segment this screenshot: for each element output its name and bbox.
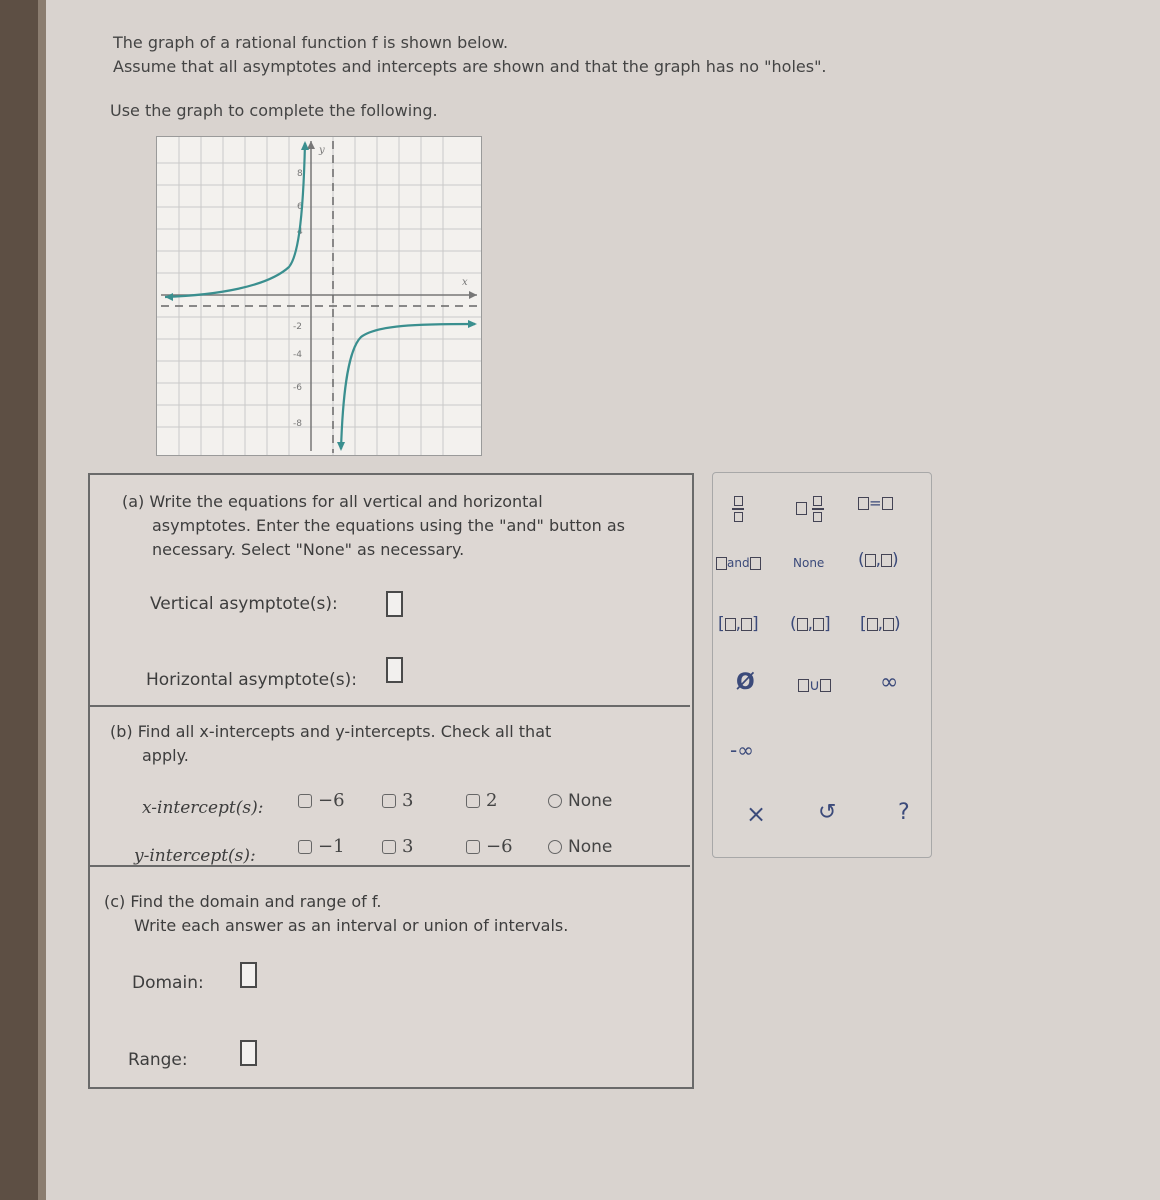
x-intercepts-label: x-intercept(s): — [142, 798, 264, 818]
right-branch-curve — [341, 324, 475, 449]
domain-label: Domain: — [132, 973, 204, 993]
checkbox-icon — [382, 794, 396, 808]
divider-a-b — [88, 705, 690, 707]
part-c-instructions — [104, 890, 674, 938]
part-b-line-1: (b) Find all x-intercepts and y-intercepts. Check all that — [110, 722, 552, 741]
x-axis-label: x — [462, 277, 468, 288]
device-bezel — [0, 0, 38, 1200]
right-open-interval-button[interactable]: [ , ) — [860, 614, 901, 634]
y-tick-8: 8 — [297, 169, 303, 179]
part-a-instructions — [122, 490, 682, 562]
range-label: Range: — [128, 1050, 188, 1070]
y-tick-6: 6 — [297, 202, 303, 212]
none-label: None — [793, 556, 825, 570]
y-tick-4: 4 — [297, 227, 303, 237]
part-a-line-1: (a) Write the equations for all vertical and horizontal — [122, 492, 543, 511]
option-label: −6 — [486, 836, 513, 857]
rational-function-graph — [156, 136, 482, 456]
part-a-line-3: necessary. Select "None" as necessary. — [152, 540, 465, 559]
domain-input[interactable] — [240, 962, 257, 988]
x-intercept-option-3[interactable] — [382, 790, 413, 811]
open-interval-button[interactable]: ( , ) — [858, 550, 899, 570]
y-intercept-option-none[interactable] — [548, 836, 612, 857]
closed-interval-button[interactable]: [ , ] — [718, 614, 759, 634]
y-intercept-option-neg1[interactable] — [298, 836, 345, 857]
y-intercepts-label: y-intercept(s): — [134, 846, 256, 866]
y-tick-neg2: -2 — [293, 322, 302, 332]
undo-button[interactable] — [818, 800, 836, 825]
y-intercept-option-3[interactable] — [382, 836, 413, 857]
intro-line-2: Assume that all asymptotes and intercepts are shown and that the graph has no "holes". — [113, 57, 827, 76]
close-icon: × — [746, 800, 767, 828]
none-button[interactable] — [793, 556, 824, 570]
option-label: None — [568, 837, 613, 857]
infinity-button[interactable] — [880, 670, 898, 695]
option-label: −1 — [318, 836, 345, 857]
empty-set-button[interactable] — [736, 670, 755, 695]
union-button[interactable] — [798, 676, 831, 694]
intro-line-1: The graph of a rational function f is shown below. — [113, 33, 509, 52]
x-intercept-option-none[interactable] — [548, 790, 612, 811]
option-label: 2 — [486, 790, 498, 811]
option-label: −6 — [318, 790, 345, 811]
option-label: 3 — [402, 790, 414, 811]
fraction-button[interactable] — [732, 496, 744, 522]
part-a-line-2: asymptotes. Enter the equations using the "and" button as — [152, 516, 625, 535]
range-input[interactable] — [240, 1040, 257, 1066]
option-label: 3 — [402, 836, 414, 857]
part-c-line-1: (c) Find the domain and range of f. — [104, 892, 382, 911]
y-axis-label: y — [319, 145, 325, 156]
equals-button[interactable] — [858, 494, 893, 512]
radio-icon — [548, 840, 562, 854]
option-label: None — [568, 791, 613, 811]
negative-infinity-icon: -∞ — [730, 738, 754, 762]
horizontal-asymptote-label: Horizontal asymptote(s): — [146, 670, 357, 690]
right-branch-arrow-bottom — [337, 442, 345, 451]
left-branch-arrow — [165, 293, 173, 301]
intro-line-3: Use the graph to complete the following. — [110, 101, 438, 120]
checkbox-icon — [382, 840, 396, 854]
undo-icon: ↺ — [818, 800, 837, 825]
help-button[interactable] — [898, 800, 910, 825]
union-symbol: ∪ — [809, 676, 820, 694]
negative-infinity-button[interactable] — [730, 738, 754, 762]
part-c-line-2: Write each answer as an interval or union of intervals. — [134, 916, 569, 935]
checkbox-icon — [466, 840, 480, 854]
device-bezel-edge — [38, 0, 46, 1200]
x-intercept-option-2[interactable] — [466, 790, 497, 811]
clear-button[interactable] — [746, 800, 766, 828]
infinity-icon: ∞ — [880, 670, 899, 695]
checkbox-icon — [466, 794, 480, 808]
and-button[interactable] — [716, 556, 761, 570]
question-panel — [88, 473, 694, 1089]
radio-icon — [548, 794, 562, 808]
horizontal-asymptote-input[interactable] — [386, 657, 403, 683]
part-b-line-2: apply. — [142, 746, 189, 765]
y-tick-neg4: -4 — [293, 350, 302, 360]
vertical-asymptote-label: Vertical asymptote(s): — [150, 594, 338, 614]
right-branch-arrow — [468, 320, 477, 328]
y-intercept-option-neg6[interactable] — [466, 836, 513, 857]
and-label: and — [727, 556, 750, 570]
empty-set-icon: Ø — [736, 670, 755, 695]
y-tick-neg6: -6 — [293, 383, 302, 393]
left-open-interval-button[interactable]: ( , ] — [790, 614, 831, 634]
part-b-instructions — [110, 720, 670, 768]
equals-symbol: = — [869, 494, 882, 512]
left-branch-arrow-top — [301, 141, 309, 150]
checkbox-icon — [298, 794, 312, 808]
help-icon: ? — [898, 800, 910, 825]
vertical-asymptote-input[interactable] — [386, 591, 403, 617]
left-branch-curve — [165, 143, 305, 297]
x-intercept-option-neg6[interactable] — [298, 790, 345, 811]
y-tick-neg8: -8 — [293, 419, 302, 429]
checkbox-icon — [298, 840, 312, 854]
mixed-number-button[interactable] — [796, 496, 824, 522]
